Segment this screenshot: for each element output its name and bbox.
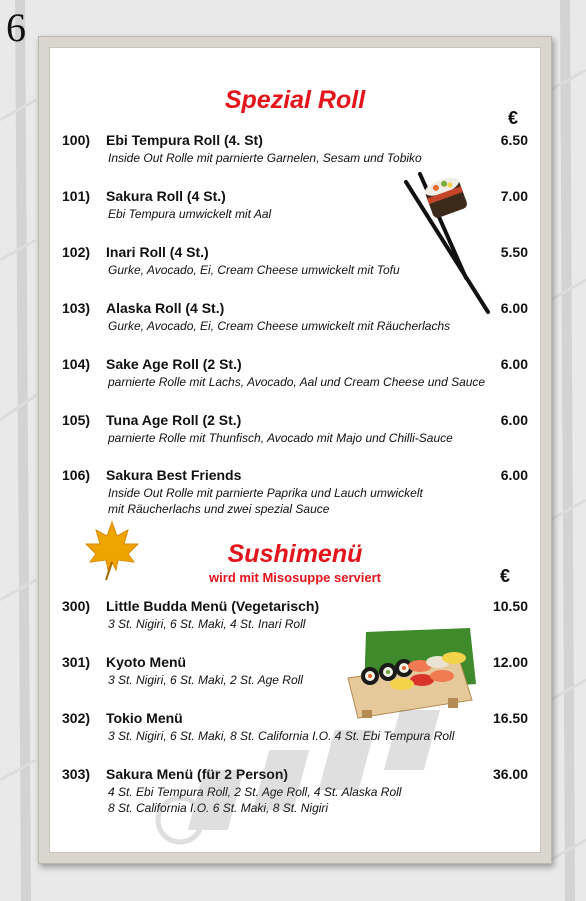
item-description: Gurke, Avocado, Ei, Cream Cheese umwickelt mit Räucherlachs	[108, 319, 451, 333]
menu-panel	[49, 47, 541, 853]
item-description-line: Inside Out Rolle mit parnierte Paprika und Lauch umwickelt	[108, 486, 423, 500]
item-name: Sakura Best Friends	[106, 467, 242, 483]
item-price: 6.00	[500, 300, 528, 316]
item-price: 10.50	[492, 598, 528, 614]
item-number: 300)	[62, 598, 91, 614]
item-description: 3 St. Nigiri, 6 St. Maki, 8 St. California I.O. 4 St. Ebi Tempura Roll	[108, 729, 455, 743]
item-name: Inari Roll (4 St.)	[106, 244, 209, 260]
item-number: 105)	[62, 412, 91, 428]
item-description: 3 St. Nigiri, 6 St. Maki, 2 St. Age Roll	[108, 673, 303, 687]
section-title-sushimenu: Sushimenü	[227, 540, 363, 568]
item-description-line: 4 St. Ebi Tempura Roll, 2 St. Age Roll, 4 St. Alaska Roll	[108, 785, 402, 799]
item-price: 36.00	[492, 766, 528, 782]
item-description: Gurke, Avocado, Ei, Cream Cheese umwickelt mit Tofu	[108, 263, 400, 277]
chopsticks-sushi-illustration	[402, 166, 502, 316]
item-number: 102)	[62, 244, 91, 260]
item-description: Inside Out Rolle mit parnierte Garnelen, Sesam und Tobiko	[108, 151, 422, 165]
currency-symbol: €	[507, 108, 518, 128]
item-number: 106)	[62, 467, 91, 483]
item-description-line: 8 St. California I.O. 6 St. Maki, 8 St. Nigiri	[108, 801, 329, 815]
item-price: 6.00	[500, 356, 528, 372]
item-description: 3 St. Nigiri, 6 St. Maki, 4 St. Inari Roll	[108, 617, 306, 631]
item-price: 6.50	[500, 132, 528, 148]
currency-symbol: €	[499, 566, 510, 586]
item-description: parnierte Rolle mit Lachs, Avocado, Aal und Cream Cheese und Sauce	[108, 375, 486, 389]
item-name: Sakura Menü (für 2 Person)	[106, 766, 289, 782]
item-number: 101)	[62, 188, 91, 204]
item-name: Kyoto Menü	[106, 654, 187, 670]
item-number: 100)	[62, 132, 91, 148]
item-name: Sake Age Roll (2 St.)	[106, 356, 242, 372]
item-price: 16.50	[492, 710, 528, 726]
item-name: Ebi Tempura Roll (4. St)	[106, 132, 263, 148]
item-name: Little Budda Menü (Vegetarisch)	[106, 598, 320, 614]
item-name: Tuna Age Roll (2 St.)	[106, 412, 242, 428]
item-price: 12.00	[492, 654, 528, 670]
item-description: parnierte Rolle mit Thunfisch, Avocado mit Majo und Chilli-Sauce	[108, 431, 453, 445]
section-title-special-roll: Spezial Roll	[224, 86, 366, 114]
item-price: 6.00	[500, 467, 528, 483]
item-number: 104)	[62, 356, 91, 372]
item-number: 302)	[62, 710, 91, 726]
item-description	[108, 485, 538, 517]
page-number: 6	[6, 5, 26, 50]
item-price: 5.50	[500, 244, 528, 260]
item-name: Sakura Roll (4 St.)	[106, 188, 226, 204]
item-price: 7.00	[500, 188, 528, 204]
item-description: Ebi Tempura umwickelt mit Aal	[108, 207, 272, 221]
item-description-line: mit Räucherlachs und zwei spezial Sauce	[108, 502, 330, 516]
menu-frame	[38, 36, 552, 864]
item-name: Alaska Roll (4 St.)	[106, 300, 225, 316]
section-subtitle: wird mit Misosuppe serviert	[209, 570, 381, 585]
sushi-platter-illustration	[342, 622, 480, 722]
item-number: 103)	[62, 300, 91, 316]
item-price: 6.00	[500, 412, 528, 428]
item-name: Tokio Menü	[106, 710, 183, 726]
item-number: 303)	[62, 766, 91, 782]
item-description	[108, 784, 538, 816]
item-number: 301)	[62, 654, 91, 670]
